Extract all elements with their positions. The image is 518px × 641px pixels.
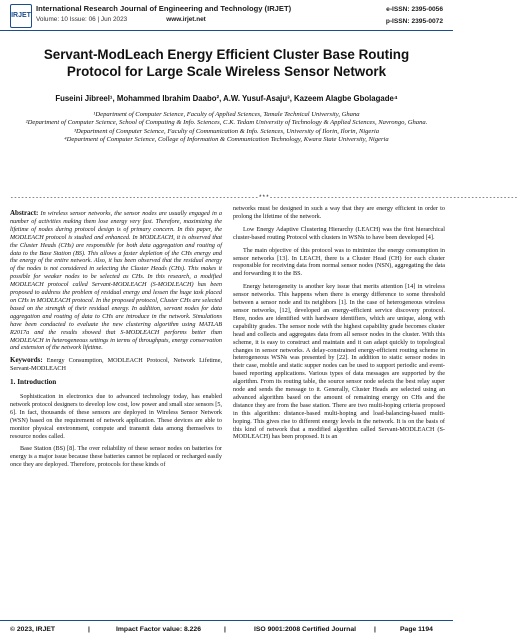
affiliation-3: ³Department of Computer Science, Faculty of Communication & Info. Sciences, University of Ilorin, Ilorin, Nigeria bbox=[73, 127, 380, 135]
e-issn: e-ISSN: 2395-0056 bbox=[386, 6, 443, 13]
journal-name: International Research Journal of Engineering and Technology (IRJET) bbox=[36, 4, 292, 13]
section-separator: ---------------------------------------------------------------------***--------------------------------------------------------------------- bbox=[10, 194, 518, 201]
footer-separator: | bbox=[374, 626, 376, 633]
right-paragraph-1: networks must be designed in such a way that they are energy efficient in order to prolong the lifetime of the network. bbox=[233, 205, 445, 220]
paper-title: Servant-ModLeach Energy Efficient Cluster Base Routing Protocol for Large Scale Wireless Sensor Network bbox=[43, 47, 410, 79]
right-paragraph-2: Low Energy Adaptive Clustering Hierarchy (LEACH) was the first hierarchical cluster-based routing Protocol with clusters in WSNs to have been developed [4]. bbox=[233, 225, 445, 241]
intro-paragraph-2: Base Station (BS) [8]. The over reliability of these sensor nodes on batteries for energy is a major issue because these batteries cannot be replaced or recharged easily once they are deployed. Therefore, protocols for these kinds of bbox=[10, 445, 222, 469]
footer-separator: | bbox=[224, 626, 226, 633]
abstract-text: In wireless sensor networks, the sensor nodes are usually engaged in a number of activities making them lose energy very fast. Therefore, maximizing the lifetime of nodes during protocol design is of primary concern. In this paper, the MODLEACH protocol is studied and enhanced. In MODLEACH, it is observed that the Cluster Heads (CHs) are responsible for both data aggregation and routing of data to the Base Station (BS). This allows a faster depletion of the CHs energy and the energy of the entire network. Also, it has been observed that the residual energy of the nodes is not considered in selecting the Cluster Heads (CHs). This makes it possible for weaker nodes to be selected as CHs. In this research, a modified MODLEACH protocol called Servant-MODLEACH (S-MODLEACH) has been proposed to address the problem of residual energy and lessen the huge task placed on CHs in MODLEACH protocol. In the proposed protocol, Cluster CHs are selected based on the strength of their residual energy. In addition, servant nodes for data aggregation and routing of data to CHs are introduce in the network. Simulations have been conducted to evaluate the new clustering algorithm using MATLAB R2017a and the results showed that S-MODLEACH performs better than MODLEACH in heterogeneous settings in terms of throughputs, energy conservation and extension of the network lifetime. bbox=[10, 210, 222, 352]
journal-header bbox=[0, 0, 453, 31]
issn-block bbox=[348, 4, 443, 28]
left-column bbox=[10, 210, 222, 474]
volume-issue-line bbox=[36, 16, 316, 23]
affiliation-4: ⁴Department of Computer Science, College of Information & Communication Technology, Kwara State University, Nigeria bbox=[64, 135, 389, 143]
abstract bbox=[10, 210, 222, 352]
footer-iso: ISO 9001:2008 Certified Journal bbox=[254, 626, 356, 633]
intro-paragraph-1: Sophistication in electronics due to advanced technology today, has enabled network protocol designers to develop low cost, low power and small size sensors [5, 6]. In fact, thousands of these sensors are deployed in Wireless Sensor Network (WSN) based on the requirement of network application. These devices are able to monitor physical environment, compute and transmit data among themselves to resource nodes called. bbox=[10, 393, 222, 440]
paper-authors: Fuseini Jibreel¹, Mohammed Ibrahim Daabo², A.W. Yusuf-Asaju³, Kazeem Alagbe Gbolagade⁴ bbox=[55, 94, 398, 103]
footer-page-number: Page 1194 bbox=[400, 626, 433, 633]
keywords-text: Energy Consumption, MODLEACH Protocol, Network Lifetime, Servant-MODLEACH bbox=[10, 357, 223, 373]
keywords bbox=[10, 357, 222, 373]
irjet-logo: IRJET bbox=[10, 4, 32, 28]
footer-impact-factor: Impact Factor value: 8.226 bbox=[116, 626, 201, 633]
page-footer bbox=[0, 620, 453, 641]
affiliation-2: ²Department of Computer Science, School of Computing & Info. Sciences, C.K. Tedam University of Technology & Applied Sciences, Navrongo, Ghana. bbox=[25, 119, 428, 127]
affiliations bbox=[14, 111, 439, 144]
right-paragraph-3: The main objective of this protocol was to minimize the energy consumption in sensor networks [13]. In LEACH, there is a Cluster Head (CH) for each cluster responsible for receiving data from normal sensor nodes (NSN), aggregating the data and forwarding it to the BS. bbox=[233, 246, 445, 278]
keywords-label: Keywords: bbox=[10, 356, 43, 365]
p-issn: p-ISSN: 2395-0072 bbox=[385, 18, 443, 25]
affiliation-1: ¹Department of Computer Science, Faculty of Applied Sciences, Tamale Technical University, Ghana bbox=[93, 111, 360, 118]
right-column bbox=[233, 205, 445, 446]
journal-website[interactable]: www.irjet.net bbox=[166, 16, 206, 23]
intro-heading: 1. Introduction bbox=[10, 378, 57, 387]
volume-issue: Volume: 10 Issue: 06 | Jun 2023 bbox=[36, 16, 128, 23]
footer-separator: | bbox=[88, 626, 90, 633]
footer-copyright: © 2023, IRJET bbox=[10, 626, 56, 633]
abstract-label: Abstract: bbox=[10, 209, 39, 217]
right-paragraph-4: Energy heterogeneity is another key issue that merits attention [14] in wireless sensor networks. This happens when there is energy difference to some threshold between a sensor node and its neighbors [1]. In the case of heterogeneous wireless sensor networks, [12], developed an energy-efficient service discovery protocol. Here, nodes are identified with hardware identifiers, which are unique, along with capability grades. The sensor node with the highest capability grade becomes cluster head and collects and aggregates data from all sensor nodes in the cluster. With this scheme, it is easy to construct and maintain and it can adapt quickly to topological changes in sensor networks. A delay-constrained energy-efficient routing scheme in heterogeneous WSNs was presented by [22]. In addition to static sensor nodes in their case, mobile and static supper nodes can be used to support periodic and event-based reporting applications. Various types of data messages are supported by the algorithm. From its routing table, the source sensor node selects the best relay super node and sends the message to it. Generally, Cluster Heads are selected using an advanced algorithm based on the amount of remaining energy on CHs and the distance they are from the base station. There are two multi-hoping criteria proposed in this algorithm: distance-based multi-hoping and load-balancing-based multi-hoping. This gives rise to different energy levels in the network. It is on the basis of this kind of network that a modified algorithm called Servant-MODLEACH (S-MODLEACH) has been proposed. It is an bbox=[233, 283, 445, 441]
